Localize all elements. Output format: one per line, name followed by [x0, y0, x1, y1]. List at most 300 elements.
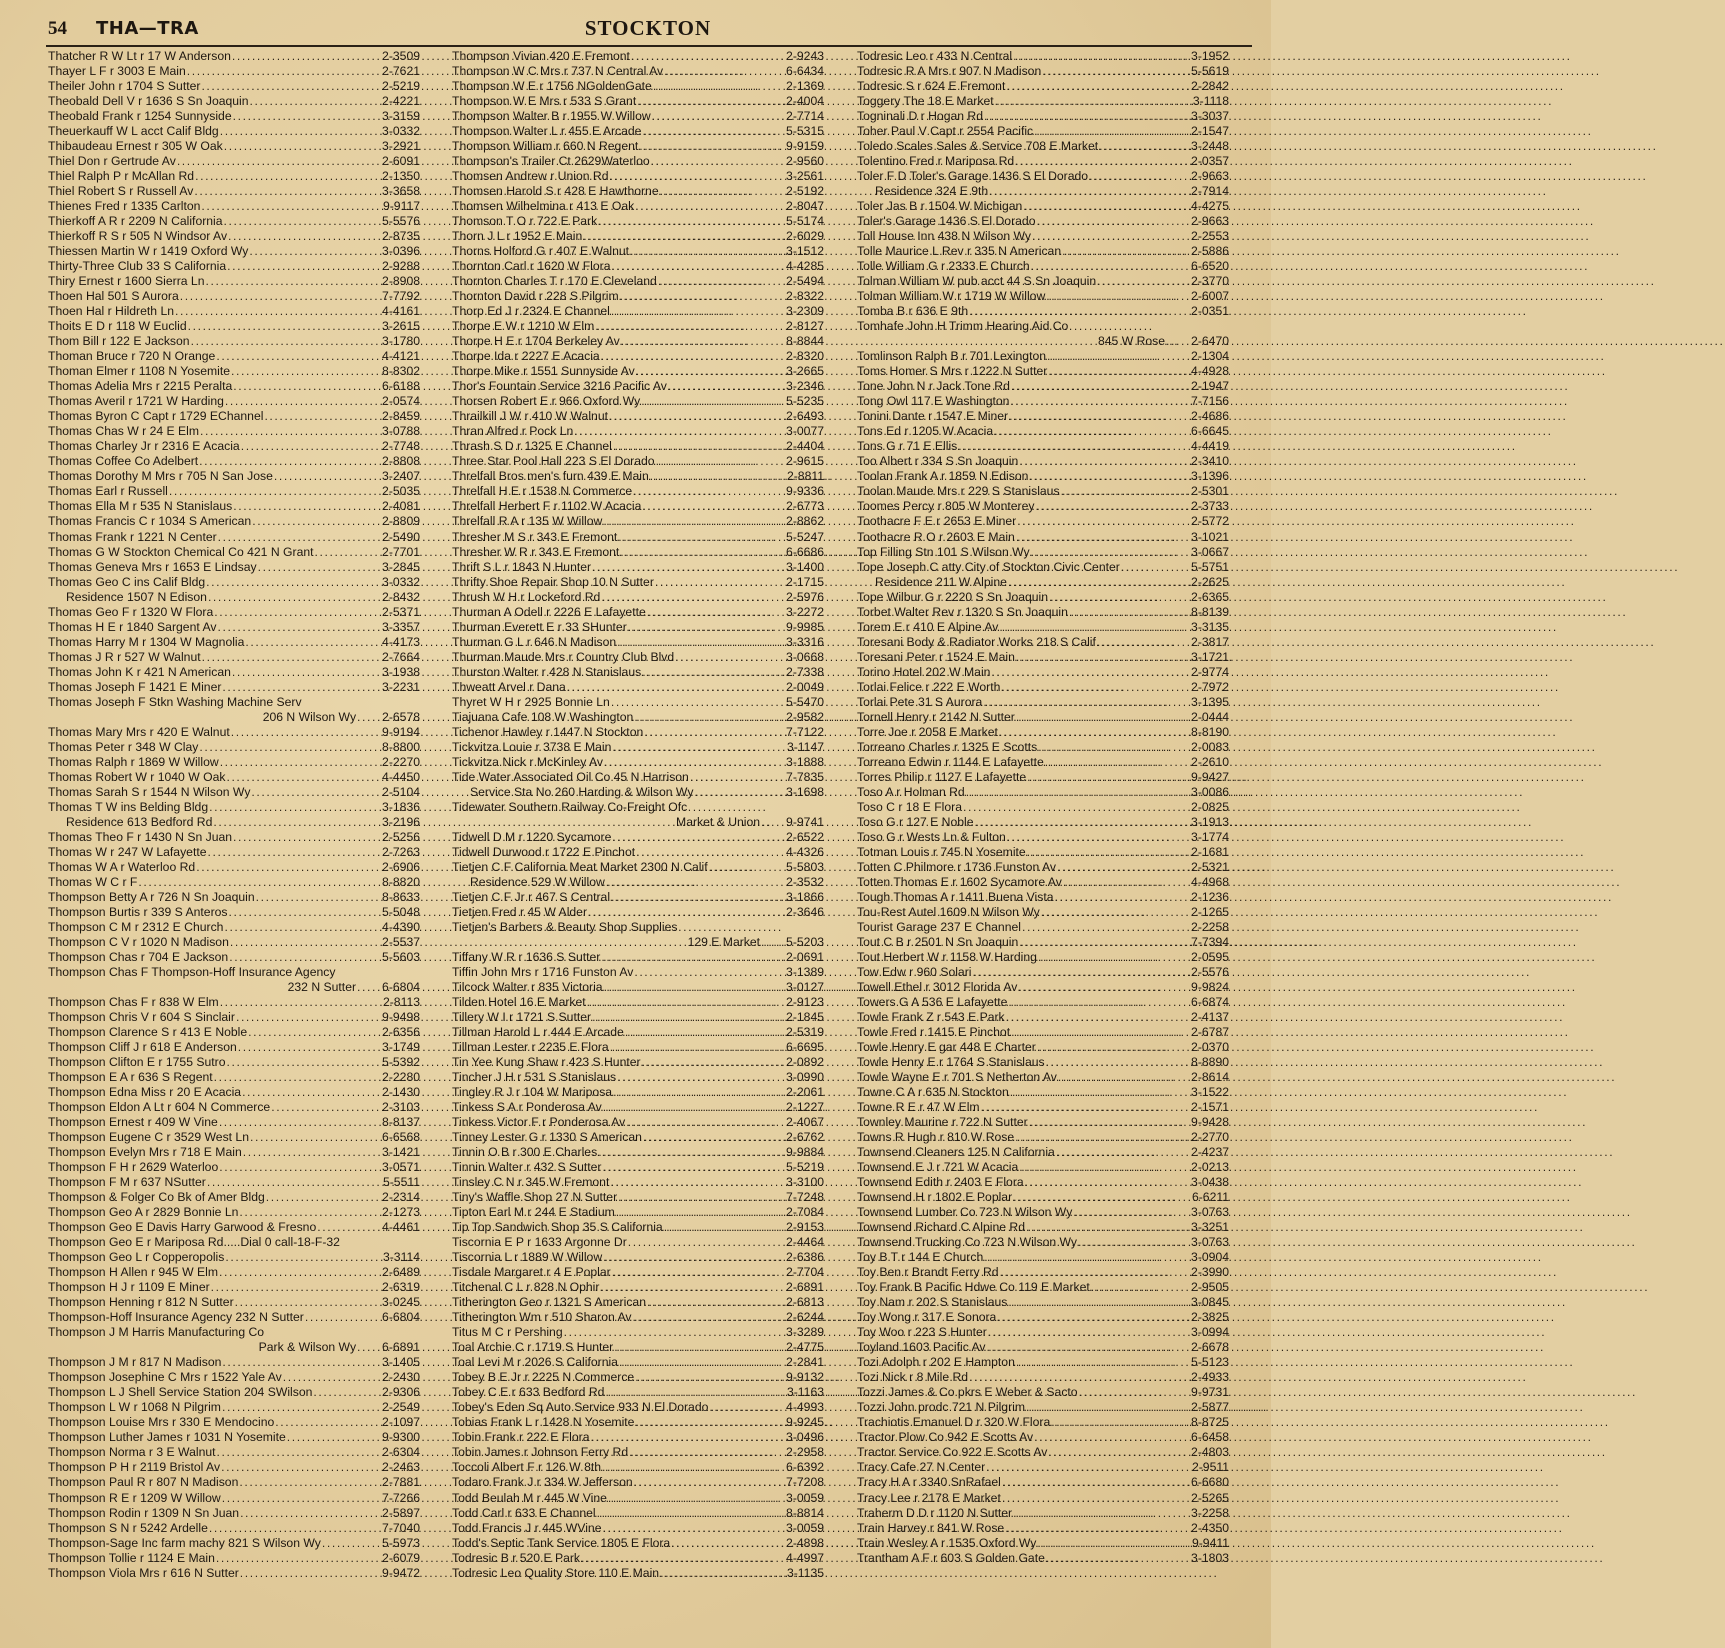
- dot-leader: [592, 560, 785, 575]
- phone-number: 2-8862: [786, 514, 824, 529]
- listing-row: [48, 740, 420, 755]
- phone-number: 2-8127: [786, 319, 824, 334]
- listing-row: [48, 1566, 420, 1581]
- phone-number: 2-0691: [786, 949, 824, 964]
- dot-leader: [709, 1400, 785, 1415]
- dot-leader: [658, 274, 785, 289]
- phone-number: 2-6813: [786, 1295, 824, 1310]
- listing-row: [452, 1491, 824, 1506]
- dot-leader: [238, 1040, 381, 1055]
- listing-name: Toccoli Albert F r 126 W 8th: [452, 1460, 602, 1475]
- listing-row: [452, 139, 824, 154]
- phone-number: 2-7914: [1191, 184, 1229, 199]
- phone-number: 3-3100: [786, 1175, 824, 1190]
- dot-leader: [983, 695, 1190, 710]
- dot-leader: [1015, 1130, 1190, 1145]
- phone-number: 2-3532: [786, 874, 824, 889]
- listing-name: Thrash S D r 1325 E Channel: [452, 439, 612, 454]
- phone-number: 4-4173: [382, 634, 420, 649]
- listing-row: [857, 394, 1229, 409]
- phone-number: 3-1135: [786, 1565, 824, 1580]
- listing-name: Thresher W R r 343 E Fremont: [452, 544, 620, 559]
- listing-continuation: [857, 334, 1229, 349]
- listing-name: Tin Yee Kung Shaw r 423 S Hunter: [452, 1055, 641, 1070]
- listing-name: Thomas Mary Mrs r 420 E Walnut: [48, 724, 230, 739]
- phone-number: 2-2841: [786, 1355, 824, 1370]
- listing-row: [452, 1400, 824, 1415]
- listing-row: [452, 1566, 824, 1581]
- dot-leader: [639, 139, 785, 154]
- listing-row: [48, 259, 420, 274]
- dot-leader: [216, 349, 381, 364]
- listing-name: Thomsen Harold S r 428 E Hawthorne: [452, 184, 659, 199]
- dot-leader: [209, 1521, 381, 1536]
- phone-number: 5-5751: [1191, 559, 1229, 574]
- listing-row: [48, 139, 420, 154]
- directory-column-2: [452, 49, 824, 1581]
- listing-row: [48, 845, 420, 860]
- listing-row: [48, 1070, 420, 1085]
- phone-number: 2-5265: [1191, 1490, 1229, 1505]
- phone-number: 2-1681: [1191, 844, 1229, 859]
- dot-leader: [245, 635, 381, 650]
- listing-row: [48, 424, 420, 439]
- dot-leader: [987, 1340, 1191, 1355]
- listing-name: Towle Wayne E r 701 S Netherton Av: [857, 1070, 1057, 1085]
- phone-number: 2-1947: [1191, 379, 1229, 394]
- phone-number: 2-7972: [1191, 679, 1229, 694]
- phone-number: 5-5203: [786, 934, 824, 949]
- listing-row: [48, 1205, 420, 1220]
- listing-name: Toms Homer S Mrs r 1222 N Sutter: [857, 364, 1048, 379]
- dot-leader: [981, 1100, 1190, 1115]
- listing-name: Torino Hotel 202 W Main: [857, 664, 991, 679]
- listing-name: Titus M C r Pershing: [452, 1325, 563, 1340]
- phone-number: 2-4464: [786, 1235, 824, 1250]
- listing-row: [48, 545, 420, 560]
- listing-row: [857, 875, 1229, 890]
- dot-leader: [305, 1310, 381, 1325]
- dot-leader: [1048, 1445, 1190, 1460]
- listing-name: Thompson Tollie r 1124 E Main: [48, 1550, 215, 1565]
- listing-name: Threlfall R A r 135 W Willow: [452, 514, 603, 529]
- listing-row: [452, 124, 824, 139]
- listing-name: Threlfall Bros men's furn 439 E Main: [452, 469, 649, 484]
- listing-row: [857, 980, 1229, 995]
- phone-number: 3-2665: [786, 364, 824, 379]
- dot-leader: [628, 620, 785, 635]
- listing-row: [452, 94, 824, 109]
- dot-leader: [1001, 680, 1190, 695]
- listing-row: [48, 830, 420, 845]
- phone-number: 2-5772: [1191, 514, 1229, 529]
- listing-name: Townsend Cleaners 125 N California: [857, 1145, 1055, 1160]
- dot-leader: [317, 1220, 381, 1235]
- listing-row: [48, 935, 420, 950]
- dot-leader: [1034, 1430, 1190, 1445]
- dot-leader: [1058, 1070, 1190, 1085]
- phone-number: 3-0904: [1191, 1250, 1229, 1265]
- phone-number: 2-3825: [1191, 1310, 1229, 1325]
- dot-leader: [612, 259, 786, 274]
- listing-name: Toolan Frank A r 1859 N Edison: [857, 469, 1029, 484]
- phone-number: 6-6804: [382, 979, 420, 994]
- dot-leader: [219, 1160, 381, 1175]
- dot-leader: [315, 545, 382, 560]
- phone-number: 6-6520: [1191, 259, 1229, 274]
- phone-number: 2-8320: [786, 349, 824, 364]
- listing-name: Toler's Garage 1436 S El Dorado: [857, 214, 1036, 229]
- listing-row: [48, 1145, 420, 1160]
- dot-leader: [1097, 274, 1190, 289]
- listing-name: Thomas Francis C r 1034 S American: [48, 514, 252, 529]
- listing-name: Tornell Henry r 2142 N Sutter: [857, 709, 1015, 724]
- dot-leader: [1069, 605, 1190, 620]
- listing-name: Tinsley C N r 345 W Fremont: [452, 1175, 610, 1190]
- listing-row: [48, 184, 420, 199]
- listing-row: [48, 64, 420, 79]
- listing-name: Tozzi John prodc 721 N Pilgrim: [857, 1400, 1025, 1415]
- phone-number: 3-1021: [1191, 529, 1229, 544]
- listing-row: [48, 965, 420, 980]
- listing-row: [452, 890, 824, 905]
- phone-number: 2-3990: [1191, 1265, 1229, 1280]
- listing-row: [48, 124, 420, 139]
- listing-name: Thompson Eldon A Lt r 604 N Commerce: [48, 1100, 271, 1115]
- listing-name: Thompson Chas F Thompson-Hoff Insurance Agency: [48, 964, 336, 979]
- listing-name: Thomas Joseph F Stkn Washing Machine Serv: [48, 694, 302, 709]
- listing-name: Thrush W H r Lockeford Rd: [452, 589, 601, 604]
- phone-number: 5-5123: [1191, 1355, 1229, 1370]
- listing-row: [452, 710, 824, 725]
- dot-leader: [1017, 514, 1190, 529]
- listing-row: [452, 1190, 824, 1205]
- phone-number: 2-9560: [786, 154, 824, 169]
- dot-leader: [581, 1551, 785, 1566]
- dot-leader: [232, 665, 381, 680]
- dot-leader: [222, 1491, 381, 1506]
- listing-name: Thierkoff A R r 2209 N California: [48, 214, 223, 229]
- listing-row: [48, 1385, 420, 1400]
- dot-leader: [690, 770, 785, 785]
- dot-leader: [1008, 1295, 1190, 1310]
- dot-leader: [634, 710, 785, 725]
- dot-leader: [313, 1385, 381, 1400]
- dot-leader: [651, 154, 785, 169]
- phone-number: 9-9498: [382, 1010, 420, 1024]
- listing-name: Thrailkill J W r 410 W Walnut: [452, 409, 608, 424]
- phone-number: 3-0763: [1191, 1205, 1229, 1220]
- dot-leader: [1008, 995, 1190, 1010]
- listing-name: Tiffany W R r 1636 S Sutter: [452, 949, 601, 964]
- listing-row: [48, 364, 420, 379]
- dot-leader: [241, 439, 381, 454]
- listing-row: [48, 304, 420, 319]
- listing-name: Threlfall Herbert F r 1102 W Acacia: [452, 499, 642, 514]
- dot-leader: [1121, 560, 1190, 575]
- listing-row: [452, 1250, 824, 1265]
- phone-number: 3-0763: [1191, 1235, 1229, 1250]
- listing-row: [857, 530, 1229, 545]
- phone-number: 2-6522: [786, 829, 824, 844]
- listing-row: [48, 1506, 420, 1521]
- listing-row: [48, 1295, 420, 1310]
- phone-number: 6-6211: [1191, 1190, 1229, 1205]
- listing-continuation: [48, 590, 420, 605]
- listing-row: [857, 965, 1229, 980]
- phone-number: 9-9132: [786, 1370, 824, 1385]
- phone-number: 2-4898: [786, 1535, 824, 1550]
- listing-name: Tobey's Eden Sq Auto Service 933 N El Dorado: [452, 1400, 709, 1415]
- phone-number: 2-3509: [382, 49, 420, 63]
- dot-leader: [642, 665, 785, 680]
- dot-leader: [229, 905, 382, 920]
- phone-number: 3-2346: [786, 379, 824, 394]
- listing-name: Toler Jas B r 1504 W Michigan: [857, 199, 1023, 214]
- dot-leader: [1019, 935, 1190, 950]
- listing-row: [452, 1295, 824, 1310]
- listing-name: Thomas Joseph F 1421 E Miner: [48, 679, 222, 694]
- listing-name: Thurman A Odell r 2226 E Lafayette: [452, 604, 646, 619]
- listing-name: Tillery W I r 1721 S Sutter: [452, 1010, 592, 1024]
- phone-number: 2-8908: [382, 274, 420, 289]
- dot-leader: [229, 950, 381, 965]
- phone-number: 4-4161: [382, 304, 420, 319]
- dot-leader: [564, 1325, 785, 1340]
- listing-row: [857, 349, 1229, 364]
- listing-name: Thomas Geneva Mrs r 1653 E Lindsay: [48, 559, 257, 574]
- dot-leader: [1061, 484, 1190, 499]
- phone-number: 2-9306: [382, 1385, 420, 1400]
- dot-leader: [618, 530, 785, 545]
- listing-name: Tope Wilbur G r 2220 S Sn Joaquin: [857, 589, 1049, 604]
- listing-name: Tillman Lester r 2235 E Flora: [452, 1040, 609, 1055]
- listing-row: [452, 1205, 824, 1220]
- phone-number: 2-8322: [786, 289, 824, 304]
- listing-row: [48, 214, 420, 229]
- listing-name: Thibaudeau Ernest r 305 W Oak: [48, 139, 223, 154]
- dot-leader: [225, 1250, 382, 1265]
- phone-number: 5-5219: [786, 1160, 824, 1175]
- listing-row: [48, 439, 420, 454]
- phone-number: 3-1888: [786, 754, 824, 769]
- listing-name: Thompson Norma r 3 E Walnut: [48, 1445, 216, 1460]
- phone-number: 2-6906: [382, 859, 420, 874]
- listing-row: [48, 635, 420, 650]
- listing-name: Toy Woo r 223 S Hunter: [857, 1325, 987, 1340]
- phone-number: 2-1273: [382, 1205, 420, 1220]
- listing-name: Torbet Walter Rev r 1320 S Sn Joaquin: [857, 604, 1068, 619]
- listing-row: [452, 605, 824, 620]
- phone-number: 5-5048: [382, 904, 420, 919]
- phone-number: 3-2407: [382, 469, 420, 484]
- listing-name: Thompson C M r 2312 E Church: [48, 919, 224, 934]
- listing-row: [48, 1175, 420, 1190]
- listing-row: [48, 1100, 420, 1115]
- dot-leader: [1063, 875, 1190, 890]
- listing-name: Townley Maurine r 722 N Sutter: [857, 1115, 1028, 1130]
- dot-leader: [191, 334, 381, 349]
- dot-leader: [1019, 1160, 1190, 1175]
- listing-name: Thompson C V r 1020 N Madison: [48, 934, 229, 949]
- listing-name: Tobey C E r 633 Bedford Rd: [452, 1385, 605, 1400]
- listing-name: Thompson Walter L r 455 E Arcade: [452, 124, 642, 139]
- listing-name: Three Star Pool Hall 223 S El Dorado: [452, 454, 655, 469]
- dot-leader: [609, 409, 785, 424]
- phone-number: 2-4067: [786, 1115, 824, 1130]
- dot-leader: [636, 364, 785, 379]
- listing-row: [857, 1040, 1229, 1055]
- phone-number: 2-5301: [1191, 484, 1229, 499]
- dot-leader: [637, 94, 785, 109]
- phone-number: 2-6365: [1191, 589, 1229, 604]
- dot-leader: [642, 124, 785, 139]
- dot-leader: [602, 1160, 785, 1175]
- listing-name: Thiel Ralph P r McAllan Rd: [48, 169, 195, 184]
- phone-number: 9-9194: [382, 724, 420, 739]
- listing-name: Thompson Geo E Davis Harry Garwood & Fresno: [48, 1220, 317, 1235]
- phone-number: 2-2842: [1191, 79, 1229, 94]
- phone-number: 2-0595: [1191, 949, 1229, 964]
- listing-name: Thirty-Three Club 33 S California: [48, 259, 227, 274]
- dot-leader: [357, 710, 381, 725]
- listing-name: Tide Water Associated Oil Co 45 N Harrison: [452, 769, 689, 784]
- phone-number: 8-8800: [382, 739, 420, 754]
- dot-leader: [633, 484, 785, 499]
- listing-name: Tracy Cafe 27 N Center: [857, 1460, 986, 1475]
- listing-row: [48, 484, 420, 499]
- phone-number: 2-7084: [786, 1205, 824, 1220]
- dot-leader: [1091, 1280, 1190, 1295]
- listing-row: [48, 950, 420, 965]
- phone-number: 3-3289: [786, 1325, 824, 1340]
- listing-row: [452, 1100, 824, 1115]
- listing-row: [48, 499, 420, 514]
- phone-number: 2-9774: [1191, 664, 1229, 679]
- listing-name: Train Harvey r 841 W Rose: [857, 1520, 1005, 1535]
- dot-leader: [224, 139, 381, 154]
- dot-leader: [966, 785, 1190, 800]
- listing-row: [857, 1415, 1229, 1430]
- dot-leader: [252, 514, 381, 529]
- listing-row: [48, 1491, 420, 1506]
- listing-row: [48, 785, 420, 800]
- listing-row: [48, 1220, 420, 1235]
- phone-number: 2-1350: [382, 169, 420, 184]
- phone-number: 9-9300: [382, 1430, 420, 1445]
- phone-number: 2-7748: [382, 439, 420, 454]
- page-header: [48, 16, 1248, 46]
- listing-name: Residence 324 E 9th: [875, 184, 989, 199]
- dot-leader: [240, 1566, 381, 1581]
- phone-number: 2-5576: [1191, 964, 1229, 979]
- listing-name: Tingley R J r 104 W Mariposa: [452, 1085, 613, 1100]
- listing-name: Tiscornia L r 1889 W Willow: [452, 1250, 603, 1265]
- listing-row: [857, 1010, 1229, 1025]
- directory-column-3: [857, 49, 1229, 1566]
- listing-row: [452, 1265, 824, 1280]
- phone-number: 2-6787: [1191, 1025, 1229, 1040]
- listing-row: [48, 770, 420, 785]
- phone-number: 8-8302: [382, 364, 420, 379]
- listing-row: [857, 725, 1229, 740]
- dot-leader: [660, 1566, 786, 1581]
- listing-row: [452, 199, 824, 214]
- phone-number: 2-8614: [1191, 1070, 1229, 1085]
- listing-name: Thompson J M r 817 N Madison: [48, 1355, 222, 1370]
- listing-name: Thomas John K r 421 N American: [48, 664, 231, 679]
- listing-name: Tobias Frank L r 1428 N Yosemite: [452, 1415, 635, 1430]
- phone-number: 2-2958: [786, 1445, 824, 1460]
- listing-name: Tolle William G r 2333 E Church: [857, 259, 1030, 274]
- listing-row: [857, 319, 1229, 334]
- phone-number: 6-6686: [786, 544, 824, 559]
- dot-leader: [201, 79, 381, 94]
- dot-leader: [984, 109, 1190, 124]
- listing-name: Toso A r Holman Rd: [857, 784, 965, 799]
- listing-name: Todresic Leo r 433 N Central: [857, 49, 1013, 63]
- listing-name: Thompson-Sage Inc farm machy 821 S Wilson Wy: [48, 1535, 321, 1550]
- listing-row: [48, 530, 420, 545]
- dot-leader: [603, 514, 785, 529]
- phone-number: 3-0332: [382, 124, 420, 139]
- dot-leader: [208, 590, 381, 605]
- phone-number: 2-6891: [786, 1280, 824, 1295]
- listing-row: [48, 79, 420, 94]
- dot-leader: [628, 1235, 785, 1250]
- listing-name: Thompson P H r 2119 Bristol Av: [48, 1460, 221, 1475]
- dot-leader: [660, 184, 785, 199]
- listing-name: Thomas Charley Jr r 2316 E Acacia: [48, 439, 240, 454]
- phone-number: 2-6091: [382, 154, 420, 169]
- listing-name: Todd Francis J r 445 WVine: [452, 1520, 602, 1535]
- listing-row: [857, 1430, 1229, 1445]
- listing-name: Tou-Rest Autel 1609 N Wilson Wy: [857, 904, 1040, 919]
- listing-name: Threlfall H E r 1538 N Commerce: [452, 484, 633, 499]
- phone-number: 4-4285: [786, 259, 824, 274]
- dot-leader: [1055, 890, 1191, 905]
- phone-number: 5-5315: [786, 124, 824, 139]
- listing-name: Thornton Carl r 1620 W Flora: [452, 259, 611, 274]
- listing-row: [857, 590, 1229, 605]
- listing-row: [452, 49, 824, 64]
- listing-name: Tidwell Durwood r 1722 E Pinchot: [452, 844, 636, 859]
- dot-leader: [598, 1145, 785, 1160]
- listing-name: Thiessen Martin W r 1419 Oxford Wy: [48, 244, 249, 259]
- listing-name: Thorns Holford G r 407 E Walnut: [452, 244, 630, 259]
- dot-leader: [1049, 590, 1190, 605]
- listing-name: Thomas Frank r 1221 N Center: [48, 529, 217, 544]
- dot-leader: [199, 740, 381, 755]
- listing-name: Thomas Geo F r 1320 W Flora: [48, 604, 214, 619]
- listing-name: Tobin James r Johnson Ferry Rd: [452, 1445, 629, 1460]
- phone-number: 2-0825: [1191, 799, 1229, 814]
- dot-leader: [1015, 154, 1190, 169]
- listing-name: Tichenor Hawley r 1447 N Stockton: [452, 724, 644, 739]
- listing-name: Thompson H J r 1109 E Miner: [48, 1280, 210, 1295]
- listing-row: [857, 469, 1229, 484]
- phone-number: 2-8811: [786, 469, 824, 484]
- phone-number: 3-1938: [382, 664, 420, 679]
- phone-number: 5-5470: [786, 694, 824, 709]
- listing-row: [857, 364, 1229, 379]
- phone-number: 2-2770: [1191, 1130, 1229, 1145]
- phone-number: 5-5235: [786, 394, 824, 409]
- listing-name: Trachiotis Emanuel D r 320 W Flora: [857, 1415, 1051, 1430]
- phone-number: 2-7621: [382, 64, 420, 79]
- listing-row: [857, 1115, 1229, 1130]
- listing-row: [452, 184, 824, 199]
